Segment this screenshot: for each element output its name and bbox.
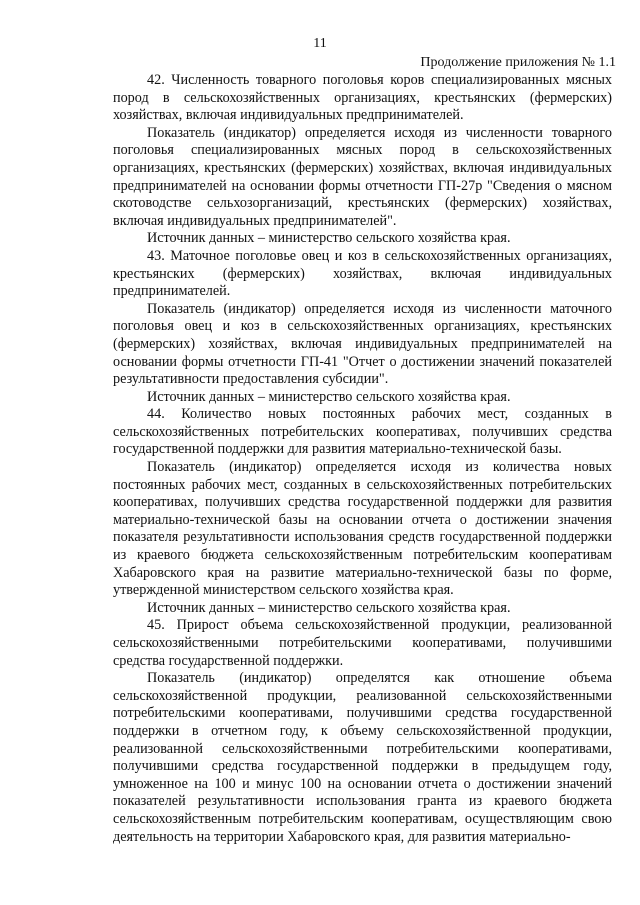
item-42-indicator: Показатель (индикатор) определяется исходя из численности товарного поголовья специализированных мясных пород в сельскохозяйственных организациях, крестьянских (фермерских) хозяйствах, включая индивидуальных предпринимателей на основании формы отчетности ГП-27р "Сведения о мясном скотоводстве сельхозорганизаций, крестьянских (фермерских) хозяйствах, включая индивидуальных предпринимателей". <box>113 124 612 229</box>
item-43-title: 43. Маточное поголовье овец и коз в сельскохозяйственных организациях, крестьянских (фермерских) хозяйствах, включая индивидуальных предпринимателей. <box>113 247 612 300</box>
item-44-source: Источник данных – министерство сельского хозяйства края. <box>147 599 511 616</box>
item-45-title: 45. Прирост объема сельскохозяйственной продукции, реализованной сельскохозяйственными потребительскими кооперативами, получившими средства государственной поддержки. <box>113 617 612 669</box>
item-44-title: 44. Количество новых постоянных рабочих мест, созданных в сельскохозяйственных потребительских кооперативах, получивших средства государственной поддержки для развития материально-технической базы. <box>113 406 612 458</box>
item-42-source: Источник данных – министерство сельского хозяйства края. <box>147 230 511 247</box>
body-text <box>113 72 612 846</box>
page-number: 11 <box>313 36 327 51</box>
item-44-indicator: Показатель (индикатор) определяется исходя из количества новых постоянных рабочих мест, созданных в сельскохозяйственных потребительских кооперативах, получивших средства государственной поддержки для развития материально-технической базы на основании отчета о достижении значения показателя результативности использования средств государственной поддержки из краевого бюджета сельскохозяйственным потребительским кооперативам Хабаровского края на развитие материально-технической базы по форме, утвержденной министерством сельского хозяйства края. <box>113 459 612 599</box>
item-45-indicator: Показатель (индикатор) определятся как отношение объема сельскохозяйственной продукции, реализованной сельскохозяйственными потребительскими кооперативами, получившими средства государственной поддержки в отчетном году, к объему сельскохозяйственной продукции, реализованной сельскохозяйственными потребительскими кооперативами, получившими средства государственной поддержки в предыдущем году, умноженное на 100 и минус 100 на основании отчета о достижении значений показателей результативности использования гранта из краевого бюджета сельскохозяйственным потребительским кооперативам, осуществляющим свою деятельность на территории Хабаровского края, для развития материально- <box>113 670 612 845</box>
item-43-indicator: Показатель (индикатор) определяется исходя из численности маточного поголовья овец и коз в сельскохозяйственных организациях, крестьянских (фермерских) хозяйствах, включая индивидуальных предпринимателей на основании формы отчетности ГП-41 "Отчет о достижении значений показателей результативности предоставления субсидии". <box>113 300 612 388</box>
item-43-source: Источник данных – министерство сельского хозяйства края. <box>147 388 511 405</box>
appendix-note: Продолжение приложения № 1.1 <box>420 55 616 70</box>
item-42-title: 42. Численность товарного поголовья коров специализированных мясных пород в сельскохозяйственных организациях, крестьянских (фермерских) хозяйствах, включая индивидуальных предпринимателей. <box>113 72 612 124</box>
